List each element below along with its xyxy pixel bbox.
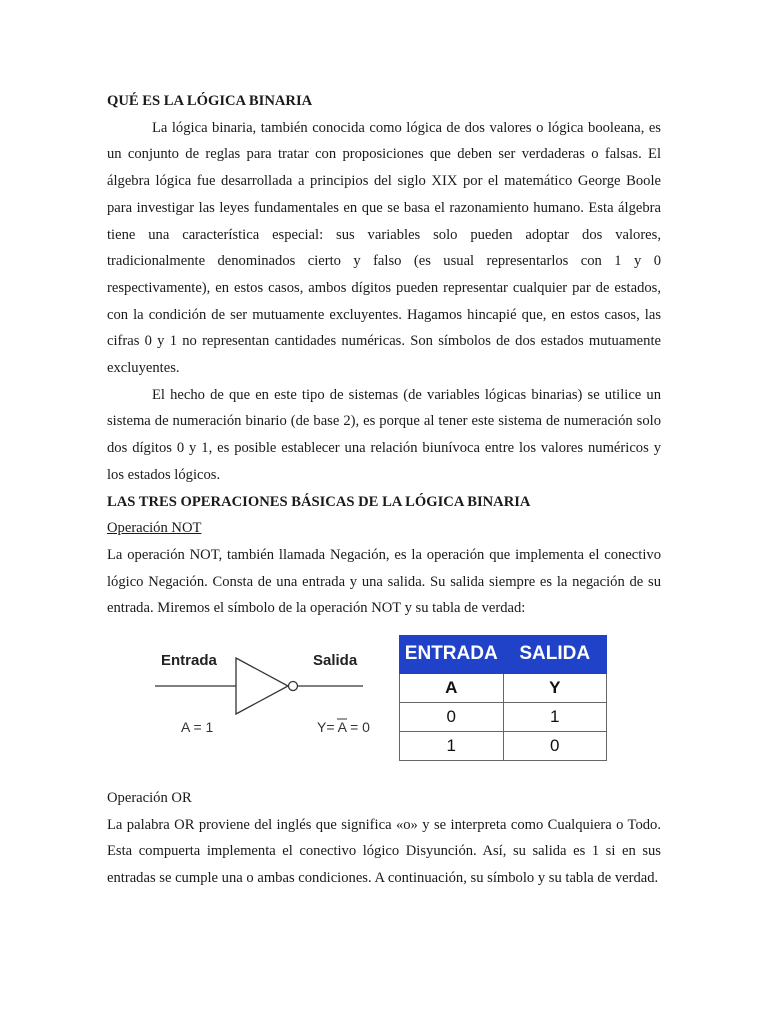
paragraph-sistema-binario: El hecho de que en este tipo de sistemas (de variables lógicas binarias) se utilice un sistema de numeración binario (de base 2), es porque al tener este sistema de numeración solo dos dígitos 0 y 1, es posible establecer una relación biunívoca entre los valores numéricos y los estados lógicos.: [107, 386, 661, 483]
table-cell: 0: [503, 732, 607, 761]
gate-triangle: [236, 658, 288, 714]
table-cell: 1: [503, 703, 607, 732]
not-figure: [107, 627, 661, 785]
section-title-logica-binaria: QUÉ ES LA LÓGICA BINARIA: [107, 93, 313, 109]
paragraph-operacion-not: La operación NOT, también llamada Negación, es la operación que implementa el conectivo lógico Negación. Consta de una entrada y una salida. Su salida siempre es la negación de su entrada. Miremos el símbolo de la operación NOT y su tabla de verdad:: [107, 546, 661, 617]
subheader-y: Y: [503, 674, 607, 703]
document-body: [107, 88, 661, 892]
paragraph-definicion: La lógica binaria, también conocida como lógica de dos valores o lógica booleana, es un conjunto de reglas para tratar con proposiciones que deben ser verdaderas o falsas. El álgebra lógica fue desarrollada a principios del siglo XIX por el matemático George Boole para investigar las leyes fundamentales en que se basa el razonamiento humano. Esta álgebra tiene una característica especial: sus variables solo pueden adoptar dos valores, tradicionalmente denominados cierto y falso (es usual representarlos con 1 y 0 respectivamente), en estos casos, ambos dígitos pueden representar cualquier par de estados, con la condición de ser mutuamente excluyentes. Hagamos hincapié que, en estos casos, las cifras 0 y 1 no representan cantidades numéricas. Son símbolos de dos estados mutuamente excluyentes.: [107, 119, 661, 377]
table-row: [400, 703, 607, 732]
section-title-operaciones: LAS TRES OPERACIONES BÁSICAS DE LA LÓGICA BINARIA: [107, 493, 531, 510]
table-row: [400, 732, 607, 761]
heading-operacion-or: Operación OR: [107, 790, 192, 807]
truth-table-header-row: [400, 636, 607, 674]
header-entrada: ENTRADA: [400, 636, 504, 674]
header-salida: SALIDA: [503, 636, 607, 674]
gate-output-label: Salida: [313, 652, 358, 670]
table-cell: 1: [400, 732, 504, 761]
table-cell: 0: [400, 703, 504, 732]
gate-output-expression: [317, 719, 370, 735]
not-gate-diagram: [155, 647, 385, 737]
gate-output-var: A: [337, 719, 347, 736]
gate-input-value: A = 1: [181, 719, 214, 736]
paragraph-operacion-or: La palabra OR proviene del inglés que significa «o» y se interpreta como Cualquiera o Todo. Esta compuerta implementa el conectivo lógico Disyunción. Así, su salida es 1 si en sus entradas se cumple una o ambas condiciones. A continuación, su símbolo y su tabla de verdad.: [107, 816, 661, 887]
not-truth-table: [399, 635, 607, 761]
gate-output-suffix: = 0: [346, 719, 370, 736]
gate-input-label: Entrada: [161, 652, 217, 670]
heading-operacion-not: Operación NOT: [107, 520, 202, 537]
gate-output-prefix: Y=: [317, 719, 338, 736]
subheader-a: A: [400, 674, 504, 703]
gate-inversion-bubble: [289, 682, 298, 691]
truth-table-subheader-row: [400, 674, 607, 703]
